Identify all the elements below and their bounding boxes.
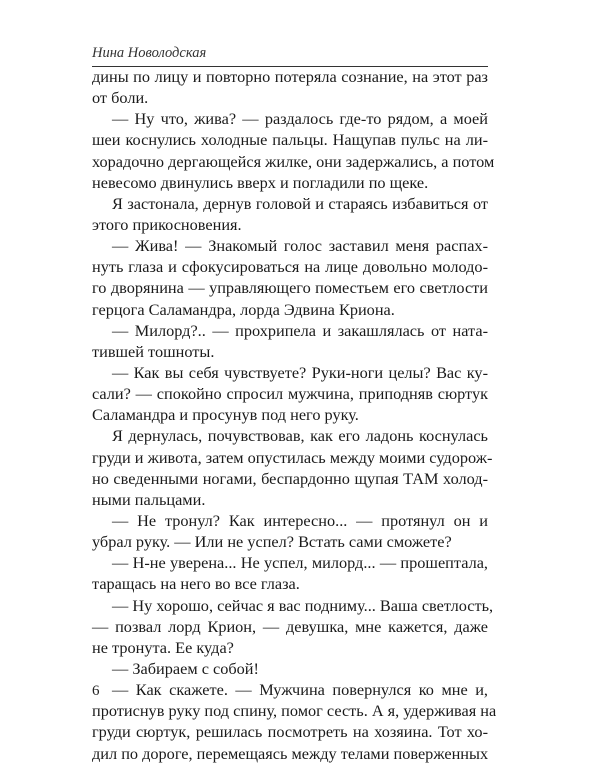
text-line: от боли. — [92, 88, 149, 108]
text-line: ными пальцами. — [92, 489, 206, 509]
text-line: невесомо двинулись вверх и погладили по щеке. — [92, 172, 429, 192]
text-line: дил по дороге, перемещаясь между телами поверженных — [92, 743, 489, 763]
text-line: — Жива! — Знакомый голос заставил меня распах- — [112, 236, 488, 256]
text-line: шеи коснулись холодные пальцы. Нащупав пульс на ли- — [92, 130, 488, 150]
running-header: Нина Новолодская — [92, 45, 207, 61]
text-line: таращась на него во все глаза. — [92, 574, 300, 594]
text-line: но сведенными ногами, беспардонно щупая ТАМ холод- — [92, 468, 488, 488]
text-line: убрал руку. — Или не успел? Встать сами сможете? — [92, 532, 452, 552]
text-line: — Ну что, жива? — раздалось где-то рядом, а моей — [112, 109, 488, 129]
text-line: не тронута. Ее куда? — [92, 637, 234, 657]
text-line: нуть глаза и сфокусироваться на лице довольно молодо- — [92, 257, 488, 277]
text-line: — Ну хорошо, сейчас я вас подниму... Ваша светлость, — [112, 595, 494, 615]
text-line: — позвал лорд Крион, — девушка, мне кажется, даже — [92, 616, 488, 636]
text-line: Я дернулась, почувствовав, как его ладонь коснулась — [112, 426, 488, 446]
body-text — [92, 66, 497, 764]
text-line: го дворянина — управляющего поместьем его светлости — [92, 278, 488, 298]
text-line: протиснув руку под спину, помог сесть. А я, удерживая на — [92, 701, 497, 721]
text-line: — Забираем с собой! — [112, 658, 259, 678]
text-line: хорадочно дергающейся жилке, они задержались, а потом — [92, 151, 495, 171]
text-line: Я застонала, дернув головой и стараясь избавиться от — [112, 193, 488, 213]
text-line: — Н-не уверена... Не успел, милорд... — прошептала, — [112, 553, 488, 573]
text-line: Саламандра и просунув под него руку. — [92, 405, 359, 425]
text-line: — Милорд?.. — прохрипела и закашлялась от ната- — [112, 320, 488, 340]
page-number: 6 — [92, 683, 100, 699]
text-line: — Не тронул? Как интересно... — протянул он и — [112, 510, 488, 530]
text-line: груди сюртук, решилась посмотреть на хозяина. Тот хо- — [92, 722, 488, 742]
text-line: тившей тошноты. — [92, 341, 215, 361]
text-line: сали? — спокойно спросил мужчина, приподняв сюртук — [92, 384, 488, 404]
text-line: груди и живота, затем опустилась между моими судорож- — [92, 447, 493, 467]
text-line: этого прикосновения. — [92, 214, 242, 234]
text-line: — Как вы себя чувствуете? Руки-ноги целы? Вас ку- — [112, 362, 488, 382]
text-line: герцога Саламандра, лорда Эдвина Криона. — [92, 299, 395, 319]
text-line: дины по лицу и повторно потеряла сознание, на этот раз — [92, 67, 488, 86]
text-line: — Как скажете. — Мужчина повернулся ко мне и, — [112, 680, 488, 700]
